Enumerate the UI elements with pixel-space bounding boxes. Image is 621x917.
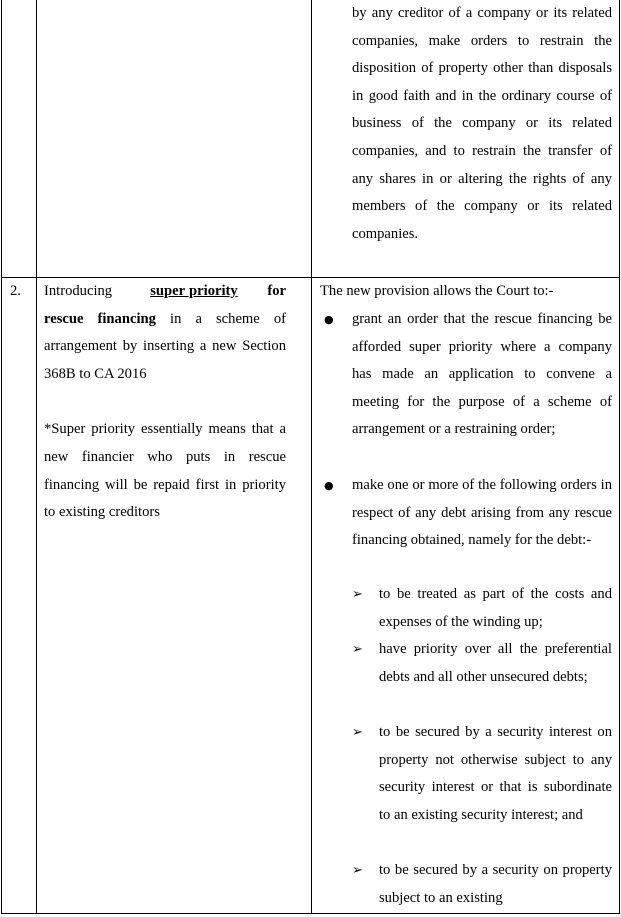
sub-item-2-text: have priority over all the preferential debts and all other unsecured debts; [379, 641, 612, 685]
table-column-divider-2 [311, 0, 312, 914]
bullet-item-2-text: make one or more of the following orders in respect of any debt arising from any rescue financing obtained, namely for the debt:- [352, 477, 612, 549]
row2-subject-title [44, 278, 286, 388]
sub-item-4-text: to be secured by a security on property subject to an existing [379, 862, 612, 906]
table-column-divider-1 [36, 0, 37, 914]
title-super-priority: super priority [150, 283, 238, 299]
table-border-left [1, 0, 2, 914]
bullet-item-1 [324, 306, 612, 444]
arrow-bullet-icon: ➢ [352, 587, 363, 602]
row2-subject-cell [44, 278, 286, 527]
bullet-icon: ● [324, 313, 334, 326]
title-intro: Introducing [44, 283, 113, 299]
sub-item-2 [352, 636, 612, 691]
title-rest: in a scheme of arrangement by inserting a new Section 368B to CA 2016 [44, 310, 287, 382]
sub-item-3-text: to be secured by a security interest on property not otherwise subject to any security interest or that is subordinate to an existing security interest; and [379, 724, 612, 823]
table-border-bottom [1, 913, 620, 914]
super-priority-note: *Super priority essentially means that a new financier who puts in rescue financing will be repaid first in priority to existing creditors [44, 421, 286, 521]
bullet-icon: ● [324, 479, 334, 492]
bullet-item-1-text: grant an order that the rescue financing be afforded super priority where a company has made an application to convene a meeting for the purpose of a scheme of arrangement or a restraining order; [352, 311, 612, 438]
arrow-bullet-icon: ➢ [352, 642, 363, 657]
bullet-item-2 [324, 472, 612, 555]
row1-continuation-text: by any creditor of a company or its related companies, make orders to restrain the disposition of property other than disposals in good faith and in the ordinary course of business of the company or its related companies, and to restrain the transfer of any shares in or altering the rights of any members of the company or its related companies. [352, 5, 612, 242]
row-number: 2. [10, 283, 21, 299]
title-for: for [267, 283, 286, 299]
sub-item-4 [352, 857, 612, 912]
arrow-bullet-icon: ➢ [352, 863, 363, 878]
arrow-bullet-icon: ➢ [352, 725, 363, 740]
sub-item-1 [352, 581, 612, 636]
table-border-right [619, 0, 620, 914]
sub-item-3 [352, 719, 612, 829]
sub-item-1-text: to be treated as part of the costs and expenses of the winding up; [379, 586, 612, 630]
title-rescue-financing: rescue financing [44, 310, 156, 327]
provision-intro: The new provision allows the Court to:- [320, 283, 554, 299]
